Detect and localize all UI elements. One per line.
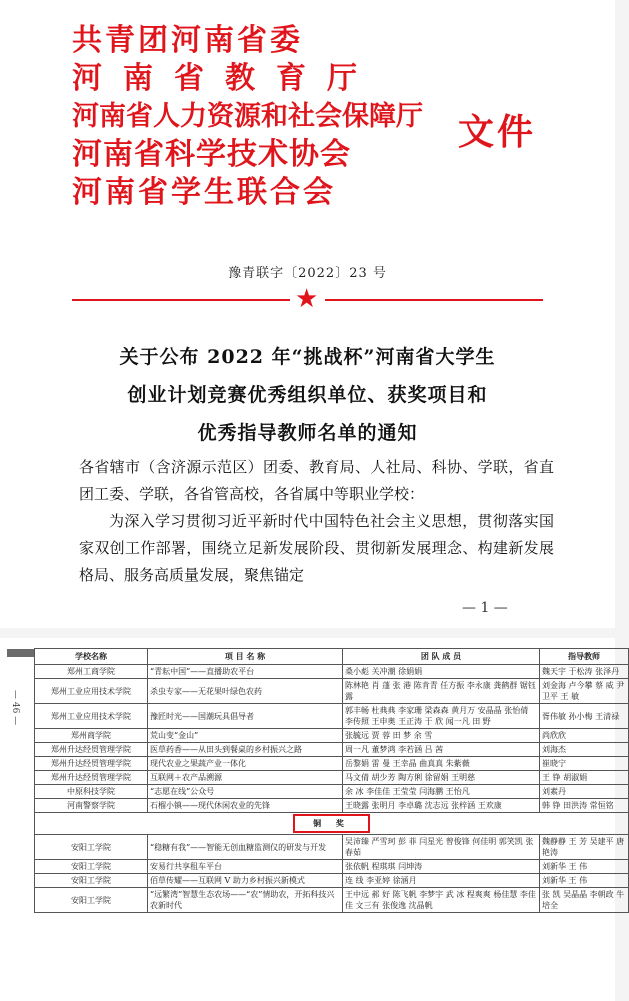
school-cell: 郑州升达经贸管理学院 bbox=[35, 771, 148, 785]
issuer-line: 共青团河南省委 bbox=[72, 23, 303, 58]
table-row bbox=[35, 835, 629, 860]
project-cell: 荒山变“金山” bbox=[148, 729, 343, 743]
project-cell: 互联网＋农产品溯源 bbox=[148, 771, 343, 785]
school-cell: 郑州工商学院 bbox=[35, 665, 148, 679]
addressee: 各省辖市（含济源示范区）团委、教育局、人社局、科协、学联，省直团工委、学联，各省管高校，各省属中等职业学校： bbox=[79, 458, 554, 503]
project-cell: 石榴小镇——现代休闲农业的先锋 bbox=[148, 799, 343, 813]
issuer-line: 河南省科学技术协会 bbox=[72, 137, 351, 172]
school-cell: 中原科技学院 bbox=[35, 785, 148, 799]
team-cell: 周一凡 董梦鸿 李若涵 吕 茜 bbox=[343, 743, 540, 757]
school-cell: 郑州升达经贸管理学院 bbox=[35, 743, 148, 757]
school-cell: 安阳工学院 bbox=[35, 888, 148, 913]
header-team: 团 队 成 员 bbox=[343, 649, 540, 665]
header-school: 学校名称 bbox=[35, 649, 148, 665]
school-cell: 安阳工学院 bbox=[35, 860, 148, 874]
advisor-cell: 刘海杰 bbox=[540, 743, 629, 757]
advisor-cell: 王 铮 胡淑娟 bbox=[540, 771, 629, 785]
notice-title bbox=[0, 338, 615, 452]
school-cell: 郑州工业应用技术学院 bbox=[35, 679, 148, 704]
header-project: 项 目 名 称 bbox=[148, 649, 343, 665]
issuing-authorities bbox=[72, 22, 452, 212]
advisor-cell: 刘金海 卢今攀 蔡 威 尹卫平 王 敏 bbox=[540, 679, 629, 704]
project-cell: 安易行共享租车平台 bbox=[148, 860, 343, 874]
project-cell: 杀虫专家——无花果叶绿色农药 bbox=[148, 679, 343, 704]
title-line: 创业计划竞赛优秀组织单位、获奖项目和 bbox=[127, 384, 488, 406]
advisor-cell: 刘新华 王 伟 bbox=[540, 874, 629, 888]
advisor-cell: 张 凯 吴晶晶 李朝政 牛培全 bbox=[540, 888, 629, 913]
project-cell: “稳糖有我”——智能无创血糖监测仪的研发与开发 bbox=[148, 835, 343, 860]
project-cell: “青耘中国”——直播助农平台 bbox=[148, 665, 343, 679]
page-number: — 1 — bbox=[462, 600, 508, 616]
project-cell: 现代农业之果蔬产业一体化 bbox=[148, 757, 343, 771]
red-rule-right bbox=[325, 299, 543, 301]
table-row bbox=[35, 757, 629, 771]
title-line: 优秀指导教师名单的通知 bbox=[197, 422, 418, 444]
school-cell: 河南警察学院 bbox=[35, 799, 148, 813]
table-row bbox=[35, 743, 629, 757]
section-row bbox=[35, 813, 629, 835]
table-row bbox=[35, 799, 629, 813]
advisor-cell: 韩 铮 田洪涛 常恒铭 bbox=[540, 799, 629, 813]
advisor-cell: 刘新华 王 伟 bbox=[540, 860, 629, 874]
school-cell: 安阳工学院 bbox=[35, 874, 148, 888]
table-row bbox=[35, 785, 629, 799]
team-cell: 桑小彪 关冲潮 徐娟娟 bbox=[343, 665, 540, 679]
red-rule-left bbox=[72, 299, 290, 301]
advisor-cell: 胥伟敏 孙小梅 王清禄 bbox=[540, 704, 629, 729]
advisor-cell: 魏静静 王 芳 吴建平 唐艳涛 bbox=[540, 835, 629, 860]
table-row bbox=[35, 679, 629, 704]
advisor-cell: 崔晓宁 bbox=[540, 757, 629, 771]
section-cell bbox=[35, 813, 629, 835]
star-icon: ★ bbox=[295, 284, 319, 314]
school-cell: 郑州商学院 bbox=[35, 729, 148, 743]
team-cell: 岳黎娟 雷 曼 王幸晶 曲真真 朱紫薇 bbox=[343, 757, 540, 771]
page-tab-marker bbox=[7, 649, 35, 657]
school-cell: 安阳工学院 bbox=[35, 835, 148, 860]
project-cell: “远繁湾”智慧生态农场——“农”情助农，开拓科技兴农新时代 bbox=[148, 888, 343, 913]
project-cell: 佰草传耀——互联网 V 助力乡村振兴新模式 bbox=[148, 874, 343, 888]
award-rows-upper bbox=[35, 665, 629, 813]
team-cell: 吴沛臻 严雪珂 彭 菲 闫星光 曾俊锋 何佳明 郭笑凯 张春茹 bbox=[343, 835, 540, 860]
awards-table bbox=[34, 648, 629, 913]
advisor-cell: 魏天宇 于松涛 张泽丹 bbox=[540, 665, 629, 679]
table-row bbox=[35, 729, 629, 743]
document-number: 豫青联字〔2022〕23 号 bbox=[228, 266, 387, 281]
issuer-line: 河南省教育厅 bbox=[72, 61, 378, 96]
table-row bbox=[35, 771, 629, 785]
team-cell: 连 线 李亚婷 徐涵月 bbox=[343, 874, 540, 888]
header-advisor: 指导教师 bbox=[540, 649, 629, 665]
project-cell: 医草药香——从田头到餐桌的乡村振兴之路 bbox=[148, 743, 343, 757]
side-page-number: — 46 — bbox=[10, 690, 20, 726]
table-row bbox=[35, 860, 629, 874]
school-cell: 郑州工业应用技术学院 bbox=[35, 704, 148, 729]
team-cell: 张依帆 程琪琪 闫坤涛 bbox=[343, 860, 540, 874]
table-header-row bbox=[35, 649, 629, 665]
team-cell: 王晓露 张明月 李卓璐 沈志远 张梓涵 王欢康 bbox=[343, 799, 540, 813]
table-row bbox=[35, 704, 629, 729]
team-cell: 郭丰畅 杜典典 李家珊 梁森森 黄月万 安晶晶 张怡倩 李传照 王申奥 王正涛 于 欣 闻一凡 田 野 bbox=[343, 704, 540, 729]
table-row bbox=[35, 665, 629, 679]
school-cell: 郑州升达经贸管理学院 bbox=[35, 757, 148, 771]
table-row bbox=[35, 874, 629, 888]
project-cell: “志愿在线”公众号 bbox=[148, 785, 343, 799]
team-cell: 余 冰 李佳佳 王莹莹 闫海鹏 王怡凡 bbox=[343, 785, 540, 799]
bronze-award-label: 铜 奖 bbox=[293, 814, 370, 833]
notice-body bbox=[79, 454, 554, 589]
table-row bbox=[35, 888, 629, 913]
issuer-line: 河南省人力资源和社会保障厅 bbox=[72, 101, 423, 132]
issuer-line: 河南省学生联合会 bbox=[72, 175, 336, 210]
team-cell: 陈林艳 肖 蓬 张 港 陈肯青 任方振 李永康 龚鹤群 锯钰露 bbox=[343, 679, 540, 704]
advisor-cell: 刘素丹 bbox=[540, 785, 629, 799]
title-line: 关于公布 2022 年“挑战杯”河南省大学生 bbox=[119, 346, 496, 368]
file-word: 文件 bbox=[458, 111, 537, 153]
advisor-cell: 尚欣欣 bbox=[540, 729, 629, 743]
project-cell: 豫匠时光——国潮玩具倡导者 bbox=[148, 704, 343, 729]
team-cell: 张毓远 贾 蓉 田 梦 余 雪 bbox=[343, 729, 540, 743]
document-page-46 bbox=[0, 638, 625, 1001]
body-paragraph: 为深入学习贯彻习近平新时代中国特色社会主义思想，贯彻落实国家双创工作部署，围绕立足新发展阶段、贯彻新发展理念、构建新发展格局、服务高质量发展，聚焦锚定 bbox=[79, 512, 554, 584]
team-cell: 王中远 郝 好 陈飞帆 李梦宇 武 冰 程爽爽 杨佳慧 李佳佳 文三有 张俊逸 沈晶帆 bbox=[343, 888, 540, 913]
award-rows-bronze bbox=[35, 835, 629, 913]
team-cell: 马文倩 胡少芳 陶方俐 徐留娟 王明慈 bbox=[343, 771, 540, 785]
